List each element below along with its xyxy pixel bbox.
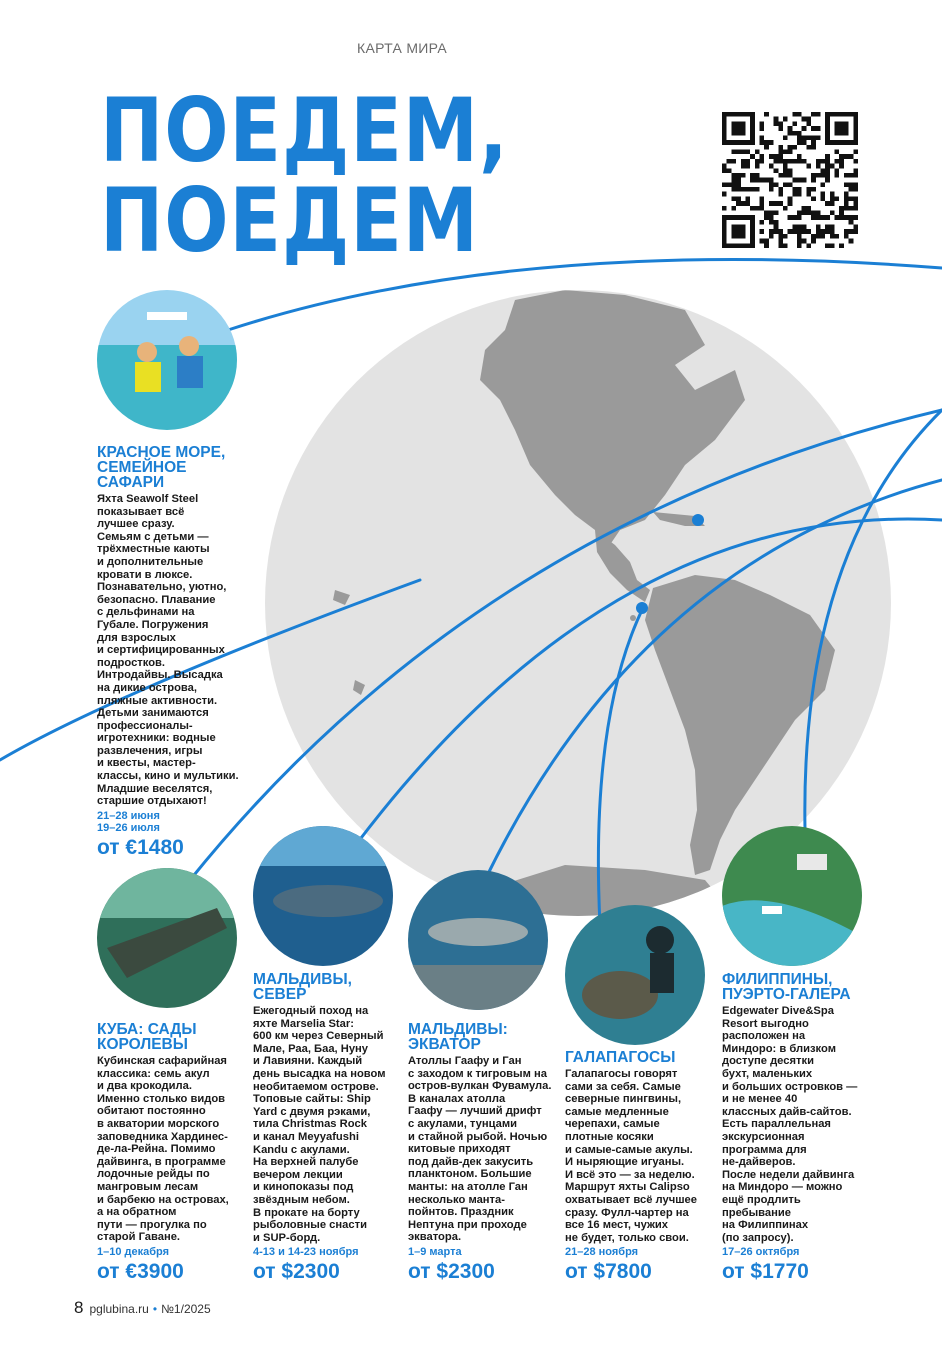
destination-maldives-equator bbox=[408, 1022, 558, 1284]
destination-price: от $2300 bbox=[408, 1259, 495, 1283]
destination-galapagos bbox=[565, 1050, 715, 1284]
destination-title: КРАСНОЕ МОРЕ, СЕМЕЙНОЕ САФАРИ bbox=[97, 444, 226, 491]
footer-site[interactable]: pglubina.ru bbox=[89, 1302, 149, 1316]
world-globe bbox=[265, 290, 891, 916]
destination-dates: 21–28 ноября bbox=[565, 1246, 639, 1259]
photo-red-sea-kids bbox=[97, 290, 237, 430]
destination-dates: 1–9 марта bbox=[408, 1245, 462, 1258]
footer-issue: №1/2025 bbox=[161, 1302, 211, 1316]
destination-dates: 4-13 и 14-23 ноября bbox=[253, 1246, 359, 1259]
destination-text: Галапагосы говорят сами за себя. Самые северные пингвины, самые медленные черепахи, самые плотные косяки и самые-самые акулы. И ныряющие игуаны. И всё это — за неделю. Маршрут яхты Calipso охватывает всё лучшее сразу. Фулл-чартер на все 16 мест, чужих не будет, только свои. bbox=[565, 1068, 697, 1244]
destination-dates: 21–28 июня 19–26 июля bbox=[97, 809, 160, 834]
destination-price: от €3900 bbox=[97, 1259, 184, 1283]
destination-dates: 1–10 декабря bbox=[97, 1245, 170, 1258]
destination-text: Яхта Seawolf Steel показывает всё лучшее сразу. Семьям с детьми — трёхместные каюты и дополнительные кровати в люксе. Познавательно, уютно, безопасно. Плавание с дельфинами на Губале. Погружения для взрослых и сертифицированных подростков. Интродайвы. Высадка на дикие острова, пляжные активности. Детьми занимаются профессионалы- игротехники: водные развлечения, игры и квесты, мастер- классы, кино и мультики. Младшие веселятся, старшие отдыхают! bbox=[97, 493, 239, 808]
destination-title: КУБА: САДЫ КОРОЛЕВЫ bbox=[97, 1021, 197, 1053]
destination-maldives-north bbox=[253, 972, 403, 1284]
destination-text: Ежегодный поход на яхте Marselia Star: 600 км через Северный Мале, Раа, Баа, Нуну и Лавияни. Каждый день высадка на новом необитаемом острове. Топовые сайты: Ship Yard с двумя рэками, тила Christmas Rock и канал Meyyafushi Kandu с акулами. На верхней палубе вечером лекции и кинопоказы под звёздным небом. В прокате на борту рыболовные снасти и SUP-борд. bbox=[253, 1005, 386, 1244]
page-footer bbox=[74, 1298, 211, 1318]
page-number: 8 bbox=[74, 1298, 84, 1317]
destination-title: ФИЛИППИНЫ, ПУЭРТО-ГАЛЕРА bbox=[722, 971, 851, 1003]
footer-separator: • bbox=[152, 1302, 158, 1316]
destination-price: от $2300 bbox=[253, 1260, 340, 1284]
destination-price: от €1480 bbox=[97, 835, 184, 859]
destination-dates: 17–26 октября bbox=[722, 1246, 800, 1259]
page-headline: ПОЕДЕМ, ПОЕДЕМ bbox=[100, 79, 509, 272]
destination-title: МАЛЬДИВЫ: ЭКВАТОР bbox=[408, 1021, 508, 1053]
photo-diver-turtle bbox=[565, 905, 705, 1045]
qr-code[interactable] bbox=[722, 112, 858, 248]
destination-price: от $1770 bbox=[722, 1260, 809, 1284]
destination-title: ГАЛАПАГОСЫ bbox=[565, 1049, 676, 1066]
photo-crocodile bbox=[97, 868, 237, 1008]
destination-red-sea bbox=[97, 445, 247, 860]
section-label: КАРТА МИРА bbox=[357, 40, 447, 56]
destination-text: Edgewater Dive&Spa Resort выгодно расположен на Миндоро: в близком доступе десятки бухт, маленьких и больших островков — и не менее 40 классных дайв-сайтов. Есть параллельная экскурсионная программа для не-дайверов. После недели дайвинга на Миндоро — можно ещё продлить пребывание на Филиппинах (по запросу). bbox=[722, 1005, 858, 1244]
photo-philippines-resort bbox=[722, 826, 862, 966]
destination-cuba bbox=[97, 1022, 247, 1284]
destination-title: МАЛЬДИВЫ, СЕВЕР bbox=[253, 971, 352, 1003]
photo-whale-shark bbox=[253, 826, 393, 966]
destination-text: Атоллы Гаафу и Ган с заходом к тигровым на остров-вулкан Фувамула. В каналах атолла Гаафу — лучший дрифт с акулами, тунцами и стайной рыбой. Ночью китовые приходят под дайв-дек закусить планктоном. Большие манты: на атолле Ган несколько манта- пойнтов. Праздник Нептуна при проходе экватора. bbox=[408, 1055, 552, 1244]
destination-philippines bbox=[722, 972, 872, 1284]
destination-price: от $7800 bbox=[565, 1260, 652, 1284]
destination-text: Кубинская сафарийная классика: семь акул и два крокодила. Именно столько видов обитают постоянно в акватории морского заповедника Хардинес- де-ла-Рейна. Помимо дайвинга, в программе лодочные рейды по мангровым лесам и барбекю на островах, а на обратном пути — прогулка по старой Гаване. bbox=[97, 1055, 229, 1244]
photo-tiger-shark bbox=[408, 870, 548, 1010]
